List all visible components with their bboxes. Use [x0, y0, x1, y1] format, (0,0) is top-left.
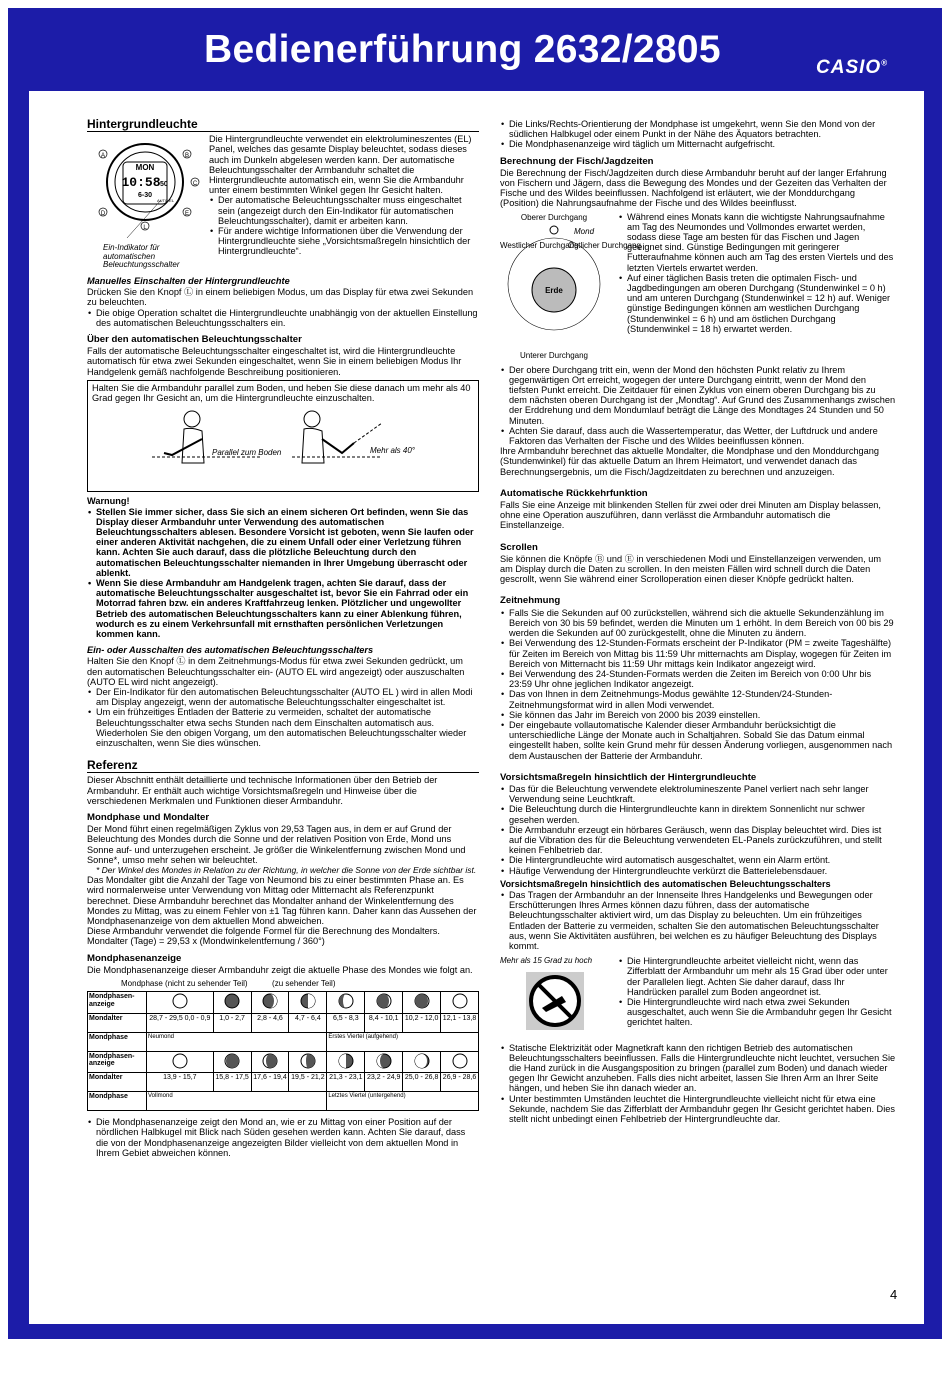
page-frame — [8, 8, 942, 1339]
tilt-bullets — [618, 956, 896, 1038]
right-column — [500, 119, 896, 1124]
moon-icon — [147, 992, 214, 1014]
moon-heading: Mondphase und Mondalter — [87, 812, 210, 824]
moon-icon — [289, 992, 327, 1014]
list-item: • Häufige Verwendung der Hintergrundleuchte verkürzt die Batterielebensdauer. — [509, 866, 896, 876]
age-cell: 6,5 - 8,3 — [327, 1013, 365, 1032]
list-item: • Die Mondphasenanzeige wird täglich um Mitternacht aufgefrischt. — [509, 139, 896, 149]
watch-seconds: 50 — [160, 181, 168, 189]
tilt-figure — [500, 956, 612, 1038]
list-item: • Statische Elektrizität oder Magnetkraft kann den richtigen Betrieb des automatischen Beleuchtungsschalters beeinflussen. Falls die Hintergrundleuchte nicht leuchtet, versuchen Sie die Hand zurück in die Ausgangsposition zu bringen (parallel zum Boden) und danach wieder gegen Ihr Gewicht anzuheben. Falls dies nicht arbeitet, lassen Sie Ihren Arm an Ihrer Seite hängen, und heben Sie ihn danach wieder an. — [509, 1043, 896, 1094]
button-e-label: E — [184, 211, 190, 218]
phase-heading: Mondphasenanzeige — [87, 952, 182, 964]
page-number: 4 — [890, 1287, 898, 1302]
list-item: • Bei Verwendung des 24-Stunden-Formats werden die Zeiten im Bereich von 0:00 Uhr bis 23:59 Uhr ohne jeglichen Indikator angezeigt. — [509, 669, 896, 689]
list-item: • Die Hintergrundleuchte wird nach etwa zwei Sekunden ausgeschaltet, auch wenn Sie die Armbanduhr gegen Ihr Gesicht gerichtet halten. — [627, 997, 896, 1028]
page-content — [29, 91, 924, 1324]
auto-text: Falls der automatische Beleuchtungsschalter eingeschaltet ist, wird die Hintergrundleuchte automatisch für etwa zwei Sekunden eingeschaltet, wenn Sie in einem beliebigen Modus Ihr Handgelenk gemäß nachfolgende Beschreibung positionieren. — [87, 346, 462, 377]
backlight-text — [209, 134, 479, 270]
list-item: • Die Hintergrundleuchte arbeitet vielleicht nicht, wenn das Zifferblatt der Armbanduhr um mehr als 15 Grad über oder unter der Parallelen liegt. Achten Sie daher darauf, dass Ihr Handrücken parallel zum Boden angeordnet ist. — [627, 956, 896, 997]
list-item: • Bei Verwendung des 12-Stunden-Formats erscheint der P-Indikator (PM = zweite Tageshälfte) für Zeiten im Bereich von Mittag bis 11:59 Uhr mitternachts am Display, wogegen für Zeiten im Bereich von Mitternacht bis 11:59 Uhr mittags kein Indikator angezeigt wird. — [509, 638, 896, 669]
table-row — [88, 1073, 479, 1092]
list-item: • Das Tragen der Armbanduhr an der Innenseite Ihres Handgelenks und Bewegungen oder Erschütterungen Ihres Armes können dazu führen, dass der automatische Beleuchtungsschalter aktiviert wird, um das Display zu beleuchten. Um ein frühzeitiges Entladen der Batterie zu vermeiden, schalten Sie den automatischen Beleuchtungsschalter aus, wenn Sie Aktivitäten ausführen, bei welchen es zu häufiger Beleuchtung des Displays kommt. — [509, 890, 896, 951]
left-column — [87, 119, 479, 1158]
moon-icon — [251, 992, 289, 1014]
age-cell: 12,1 - 13,8 — [441, 1013, 479, 1032]
age-cell: 21,3 - 23,1 — [327, 1073, 365, 1092]
age-cell: 15,8 - 17,5 — [213, 1073, 251, 1092]
table-row — [88, 1013, 479, 1032]
list-item: • Die Mondphasenanzeige zeigt den Mond an, wie er zu Mittag von einer Position auf der nördlichen Halbkugel mit Blick nach Süden gesehen werden kann. Achten Sie darauf, dass die von der Mondphasenanzeige angezeigten Bilder vielleicht von dem aktuellen Mond in Ihrem Gebiet abweichen können. — [96, 1117, 479, 1158]
list-item: • Die Beleuchtung durch die Hintergrundleuchte kann in direktem Sonnenlicht nur schwer gesehen werden. — [509, 804, 896, 824]
age-cell: 23,2 - 24,9 — [365, 1073, 403, 1092]
auto-box — [87, 380, 479, 493]
precaution-heading: Vorsichtsmaßregeln hinsichtlich der Hintergrundleuchte — [500, 771, 757, 783]
list-item: • Sie können das Jahr im Bereich von 2000 bis 2039 einstellen. — [509, 710, 896, 720]
manual-text: Drücken Sie den Knopf Ⓛ in einem beliebigen Modus, um das Display für etwa zwei Sekunden zu beleuchten. — [87, 287, 474, 308]
reference-heading: Referenz — [87, 760, 479, 773]
list-item: • Achten Sie darauf, dass auch die Wassertemperatur, das Wetter, der Luftdruck und andere Faktoren das Verhalten der Fische und des Wildes beeinflussen können. — [509, 426, 896, 446]
button-l-label: L — [143, 225, 147, 232]
list-item: • Der eingebaute vollautomatische Kalender dieser Armbanduhr berücksichtigt die unterschiedliche Länge der Monate auch in Schaltjahren. Sobald Sie das Datum einmal eingestellt haben, sollte kein Grund mehr für dessen Änderung vorliegen, ausgenommen nach dem Austauschen der Batterie der Armbanduhr. — [509, 720, 896, 761]
moon-icon — [213, 992, 251, 1014]
reference-intro: Dieser Abschnitt enthält detaillierte und technische Informationen über den Betrieb der Armbanduhr. Er enthält auch wichtige Vorsichtsmaßregeln und Hinweise über die verschiedenen Merkmalen und Funktionen dieser Armbanduhr. — [87, 775, 438, 806]
moon-icon — [365, 992, 403, 1014]
table-row — [88, 1051, 479, 1073]
transit-diagram — [500, 212, 641, 362]
age-cell: 1,0 - 2,7 — [213, 1013, 251, 1032]
phase-cell: Neumond — [147, 1032, 327, 1051]
list-item: • Der automatische Beleuchtungsschalter muss eingeschaltet sein (angezeigt durch den Ein-Indikator für automatischen Beleuchtungsschalter), damit er arbeiten kann. — [218, 195, 479, 226]
manual-heading: Manuelles Einschalten der Hintergrundleuchte — [87, 275, 290, 286]
list-item: • Die Links/Rechts-Orientierung der Mondphase ist umgekehrt, wenn Sie den Mond von der südlichen Halbkugel oder einem Punkt in der Nähe des Äquators betrachten. — [509, 119, 896, 139]
scroll-text: Sie können die Knöpfe Ⓑ und Ⓔ in verschiedenen Modi und Einstellanzeigen verwenden, um am Display durch die Daten zu scrollen. In den meisten Fällen wird schnell durch die Daten gescrollt, wenn Sie während einer Scrolloperation einen dieser Knöpfe gedrückt halten. — [500, 553, 882, 585]
moon-icon — [365, 1051, 403, 1073]
row-label: Mondalter — [88, 1073, 147, 1092]
precaution-list — [500, 784, 896, 876]
logo-text: CASIO — [816, 57, 882, 78]
list-item: • Der Ein-Indikator für den automatischen Beleuchtungsschalter (AUTO EL ) wird in allen Modi am Display angezeigt, wenn der automatische Beleuchtungsschalter eingeschaltet ist. — [96, 687, 479, 707]
table-labels — [87, 979, 479, 989]
casio-logo: CASIO® — [816, 57, 889, 78]
tilt-figure-block — [500, 956, 896, 1038]
moon-text2: Das Mondalter gibt die Anzahl der Tage von Neumond bis zu einer bestimmten Phase an. Es wird normalerweise unter Verwendung von Mittag oder Mitternacht als Referenzpunkt berechnet. Diese Armbanduhr berechnet das Mondalter anhand der Winkelentfernung des Mondes zu Mittag, was zu einem Fehler von ±1 Tag führen kann. Daher kann das Aussehen der Mondphasenanzeige von dem aktuellen Mond abweichen. — [87, 875, 477, 927]
moon-icon — [441, 1051, 479, 1073]
age-cell: 4,7 - 6,4 — [289, 1013, 327, 1032]
east-transit-label: Östlicher Durchgang — [568, 240, 641, 250]
top-bullets — [500, 119, 896, 150]
row-label: Mondphasen-anzeige — [88, 992, 147, 1014]
list-item: • Wenn Sie diese Armbanduhr am Handgelenk tragen, achten Sie darauf, dass der automatische Beleuchtungsschalter ausgeschaltet ist, bevor Sie ein Fahrrad oder ein Motorrad fahren bzw. ein anderes Kraftfahrzeug lenken. Plötzlicher und ungewollter Betrieb des automatischen Beleuchtungsschalters kann zu einer Ablenkung führen, wodurch es zu einem Verkehrsunfall mit ernsthaften persönlichen Verletzungen kommen kann. — [96, 578, 479, 639]
tilt-label: Mehr als 15 Grad zu hoch — [500, 956, 593, 966]
angle-label: Mehr als 40° — [370, 446, 415, 456]
end-bullets — [500, 1043, 896, 1125]
backlight-intro-text: Die Hintergrundleuchte verwendet ein elektrolumineszentes (EL) Panel, welches das gesamte Display beleuchtet, sodass dieses auch im Dunkeln abgelesen werden kann. Der automatische Beleuchtungsschalter der Armbanduhr schaltet die Hintergrundleuchte automatisch ein, wenn Sie die Armbanduhr unter einem bestimmten Winkel gegen Ihr Gesicht halten. — [209, 134, 472, 196]
fish-figure-bullets — [618, 212, 896, 362]
row-label: Mondphase — [88, 1032, 147, 1051]
watch-date: 6-30 — [137, 192, 153, 200]
watch-caption: Ein-Indikator für automatischen Beleuchtungsschalter — [103, 243, 180, 270]
moon-text1: Der Mond führt einen regelmäßigen Zyklus von 29,53 Tagen aus, in dem er auf Grund der Beleuchtung des Mondes durch die Sonne und der relativen Position von Erde, Mond uns Sonne auf- und unterzugehen erscheint. Je größer die Winkelentfernung zwischen Mond und Sonne*, umso mehr sehen wir beleuchtet. — [87, 824, 466, 865]
page-title: Bedienerführung 2632/2805 — [204, 28, 721, 71]
fish-figure-block — [500, 212, 896, 362]
button-d-label: D — [100, 211, 106, 218]
onoff-text: Halten Sie den Knopf Ⓛ in dem Zeitnehmungs-Modus für etwa zwei Sekunden gedrückt, um den automatischen Beleuchtungsschalter ein- (AUTO EL wird angezeigt) oder auszuschalten (AUTO EL wird nicht angezeigt). — [87, 656, 465, 687]
moon-icon — [403, 1051, 441, 1073]
backlight-bullets — [209, 195, 479, 256]
button-b-label: B — [184, 153, 190, 160]
moon-icon — [147, 1051, 214, 1073]
watch-time: 10:58 — [121, 175, 161, 191]
list-item: • Unter bestimmten Umständen leuchtet die Hintergrundleuchte vielleicht nicht für etwa eine Sekunde, nachdem Sie das Zifferblatt der Armbanduhr gegen Ihr Gesicht gerichtet haben. Dies stellt nicht unbedingt einen Fehlbetrieb der Hintergrundleuchte dar. — [509, 1094, 896, 1125]
timekeeping-heading: Zeitnehmung — [500, 595, 561, 607]
fish-bullets — [500, 365, 896, 447]
age-cell: 26,9 - 28,6 — [441, 1073, 479, 1092]
list-item: • Auf einer täglichen Basis treten die optimalen Fisch- und Jagdbedingungen am oberen Durchgang (Stundenwinkel = 0 h) und am unteren Durchgang (Stundenwinkel = 12 h) auf. Weniger günstige Bedingungen können am westlichen Durchgang (Stundenwinkel = 6 h) und am östlichen Durchgang (Stundenwinkel = 18 h) erwartet werden. — [627, 273, 896, 334]
age-cell: 8,4 - 10,1 — [365, 1013, 403, 1032]
phase-cell: Letztes Viertel (untergehend) — [327, 1092, 479, 1111]
table-row — [88, 992, 479, 1014]
list-item: • Die Hintergrundleuchte wird automatisch ausgeschaltet, wenn ein Alarm ertönt. — [509, 855, 896, 865]
row-label: Mondphasen-anzeige — [88, 1051, 147, 1073]
moon-icon — [327, 992, 365, 1014]
auto-heading: Über den automatischen Beleuchtungsschalter — [87, 333, 302, 345]
age-cell: 28,7 - 29,5 0,0 - 0,9 — [147, 1013, 214, 1032]
list-item: • Für andere wichtige Informationen über die Verwendung der Hintergrundleuchte siehe „Vorsichtsmaßregeln hinsichtlich der Hintergrundleuchte“. — [218, 226, 479, 257]
row-label: Mondalter — [88, 1013, 147, 1032]
parallel-label: Parallel zum Boden — [212, 448, 282, 458]
list-item: • Das für die Beleuchtung verwendete elektrolumineszente Panel verliert nach sehr langer Verwendung seine Leuchtkraft. — [509, 784, 896, 804]
moon-icon — [441, 992, 479, 1014]
list-item: • Das von Ihnen in dem Zeitnehmungs-Modus gewählte 12-Stunden/24-Stunden-Zeitnehmungsformat wird in allen Modi verwendet. — [509, 689, 896, 709]
onoff-heading: Ein- oder Ausschalten des automatischen Beleuchtungsschalters — [87, 645, 374, 656]
phase-cell: Erstes Viertel (aufgehend) — [327, 1032, 479, 1051]
moon-icon — [403, 992, 441, 1014]
table-label-visible: (zu sehender Teil) — [272, 979, 336, 989]
watch-auto-el: AUTO EL — [157, 198, 175, 204]
timekeeping-list — [500, 608, 896, 761]
autoreturn-text: Falls Sie eine Anzeige mit blinkenden Stellen für zwei oder drei Minuten am Display belassen, ohne eine Operation auszuführen, dann verlässt die Armbanduhr automatisch die Einstellanzeige. — [500, 500, 881, 531]
earth-label: Erde — [545, 285, 563, 295]
moon-note: * Der Winkel des Mondes in Relation zu der Richtung, in welcher die Sonne von der Erde sichtbar ist. — [96, 865, 477, 876]
no-tilt-icon — [500, 966, 612, 1036]
fish-heading: Berechnung der Fisch/Jagdzeiten — [500, 155, 654, 167]
lower-transit-label: Unterer Durchgang — [519, 350, 589, 360]
age-cell: 13,9 - 15,7 — [147, 1073, 214, 1092]
list-item: • Während eines Monats kann die wichtigste Nahrungsaufnahme am Tag des Neumondes und Vollmondes erwartet werden, sodass diese Tage am besten für das Fischen und Jagen geeignet sind. Günstige Bedingungen mit geringerer Futteraufnahme können auch am Tag des ersten Viertels und des letzten Viertels erwartet werden. — [627, 212, 896, 273]
age-cell: 19,5 - 21,2 — [289, 1073, 327, 1092]
table-row — [88, 1032, 479, 1051]
button-a-label: A — [100, 153, 106, 160]
list-item: • Der obere Durchgang tritt ein, wenn der Mond den höchsten Punkt relativ zu Ihrem gegenwärtigen Ort erreicht, wogegen der untere Durchgang eintritt, wenn der Mond den tiefsten Punkt erreicht. Die Zeitdauer für einen Zyklus von einem oberen Durchgang bis zu dem nächsten oberen Durchgang ist der „Mondtag“. Auf Grund des Zusammenhangs zwischen der Erddrehung und dem Mondumlauf beträgt die Länge des Mondtages 24 Stunden und 50 Minuten. — [509, 365, 896, 426]
warning-list — [87, 507, 479, 640]
table-row — [88, 1092, 479, 1111]
wrist-figure — [92, 403, 472, 485]
backlight-intro — [87, 134, 479, 270]
watch-figure — [87, 134, 203, 270]
moon-icon — [251, 1051, 289, 1073]
precaution2-list — [500, 890, 896, 951]
precaution2-heading: Vorsichtsmaßregeln hinsichtlich des automatischen Beleuchtungsschalters — [500, 878, 831, 889]
list-item: • Falls Sie die Sekunden auf 00 zurückstellen, während sich die aktuelle Sekundenzählung im Bereich von 30 bis 59 befindet, werden die Minuten um 1 erhöht. In dem Bereich von 00 bis 29 werden die Sekunden auf 00 zurückgestellt, ohne die Minuten zu ändern. — [509, 608, 896, 639]
moon-icon — [327, 1051, 365, 1073]
header — [8, 8, 942, 82]
list-item: • Um ein frühzeitiges Entladen der Batterie zu vermeiden, schaltet der automatische Beleuchtungsschalter etwa sechs Stunden nach dem Einschalten automatisch aus. Wiederholen Sie den obigen Vorgang, um den automatischen Beleuchtungsschalter wieder einzuschalten, wenn Sie dies wünschen. — [96, 707, 479, 748]
list-item: • Die obige Operation schaltet die Hintergrundleuchte unabhängig von der aktuellen Einstellung des automatischen Beleuchtungsschalters ein. — [96, 308, 479, 328]
list-item: • Stellen Sie immer sicher, dass Sie sich an einem sicheren Ort befinden, wenn Sie das Display dieser Armbanduhr unter Verwendung des automatischen Beleuchtungsschalters ablesen. Besondere Vorsicht ist geboten, wenn Sie laufen oder einer anderen Aktivität nachgehen, die zu einem Unfall oder einer Verletzung führen kann. Achten Sie auch darauf, dass die plötzliche Beleuchtung durch den automatischen Beleuchtungsschalter niemanden in Ihrer Umgebung überrascht oder ablenkt. — [96, 507, 479, 578]
scroll-heading: Scrollen — [500, 541, 538, 553]
moon-text3: Diese Armbanduhr verwendet die folgende Formel für die Berechnung des Mondalters. Mondalter (Tage) = 29,53 x (Mondwinkelentfernung / 360°) — [87, 926, 440, 947]
age-cell: 25,0 - 26,8 — [403, 1073, 441, 1092]
age-cell: 10,2 - 12,0 — [403, 1013, 441, 1032]
phase-cell: Vollmond — [147, 1092, 327, 1111]
auto-box-text: Halten Sie die Armbanduhr parallel zum Boden, und heben Sie diese danach um mehr als 40 Grad gegen Ihr Gesicht an, um die Hintergrundleuchte einzuschalten. — [92, 382, 471, 403]
age-cell: 17,6 - 19,4 — [251, 1073, 289, 1092]
warning-title: Warnung! — [87, 496, 130, 507]
button-c-label: C — [192, 181, 198, 188]
row-label: Mondphase — [88, 1092, 147, 1111]
table-label-hidden: Mondphase (nicht zu sehender Teil) — [121, 979, 248, 989]
phase-text: Die Mondphasenanzeige dieser Armbanduhr zeigt die aktuelle Phase des Mondes wie folgt an. — [87, 964, 473, 975]
west-transit-label: Westlicher Durchgang — [500, 240, 579, 250]
autoreturn-heading: Automatische Rückkehrfunktion — [500, 487, 648, 499]
upper-transit-label: Oberer Durchgang — [520, 212, 588, 222]
age-cell: 2,8 - 4,6 — [251, 1013, 289, 1032]
moon-label: Mond — [574, 226, 595, 236]
moon-icon — [213, 1051, 251, 1073]
onoff-list — [87, 687, 479, 748]
backlight-heading: Hintergrundleuchte — [87, 119, 479, 132]
watch-day: MON — [135, 163, 155, 173]
moon-icon — [289, 1051, 327, 1073]
fish-after: Ihre Armbanduhr berechnet das aktuelle Mondalter, die Mondphase und den Monddurchgang (Stundenwinkel) für das aktuelle Datum an Ihrem Heimatort, und verwendet danach das Berechnungsergebnis, um die Fisch/Jagdzeitdaten zu berechnen und anzuzeigen. — [500, 446, 879, 477]
moon-phase-table — [87, 991, 479, 1111]
list-item: • Die Armbanduhr erzeugt ein hörbares Geräusch, wenn das Display beleuchtet wird. Dies ist auf die Vibration des für die Beleuchtung verwendeten EL-Panels zurückzuführen, und stellt keinen Fehlbetrieb dar. — [509, 825, 896, 856]
fish-text: Die Berechnung der Fisch/Jagdzeiten durch diese Armbanduhr beruht auf der langer Erfahrung von Fischern und Jägern, dass die Bewegung des Mondes und der Gezeiten das Verhalten der Fische und des Wildes beeinflussen. Nachfolgend ist erläutert, wie der Monddurchgang (Position) die Nahrungsaufnahme der Fische und des Wildes beeinflusst. — [500, 167, 887, 209]
